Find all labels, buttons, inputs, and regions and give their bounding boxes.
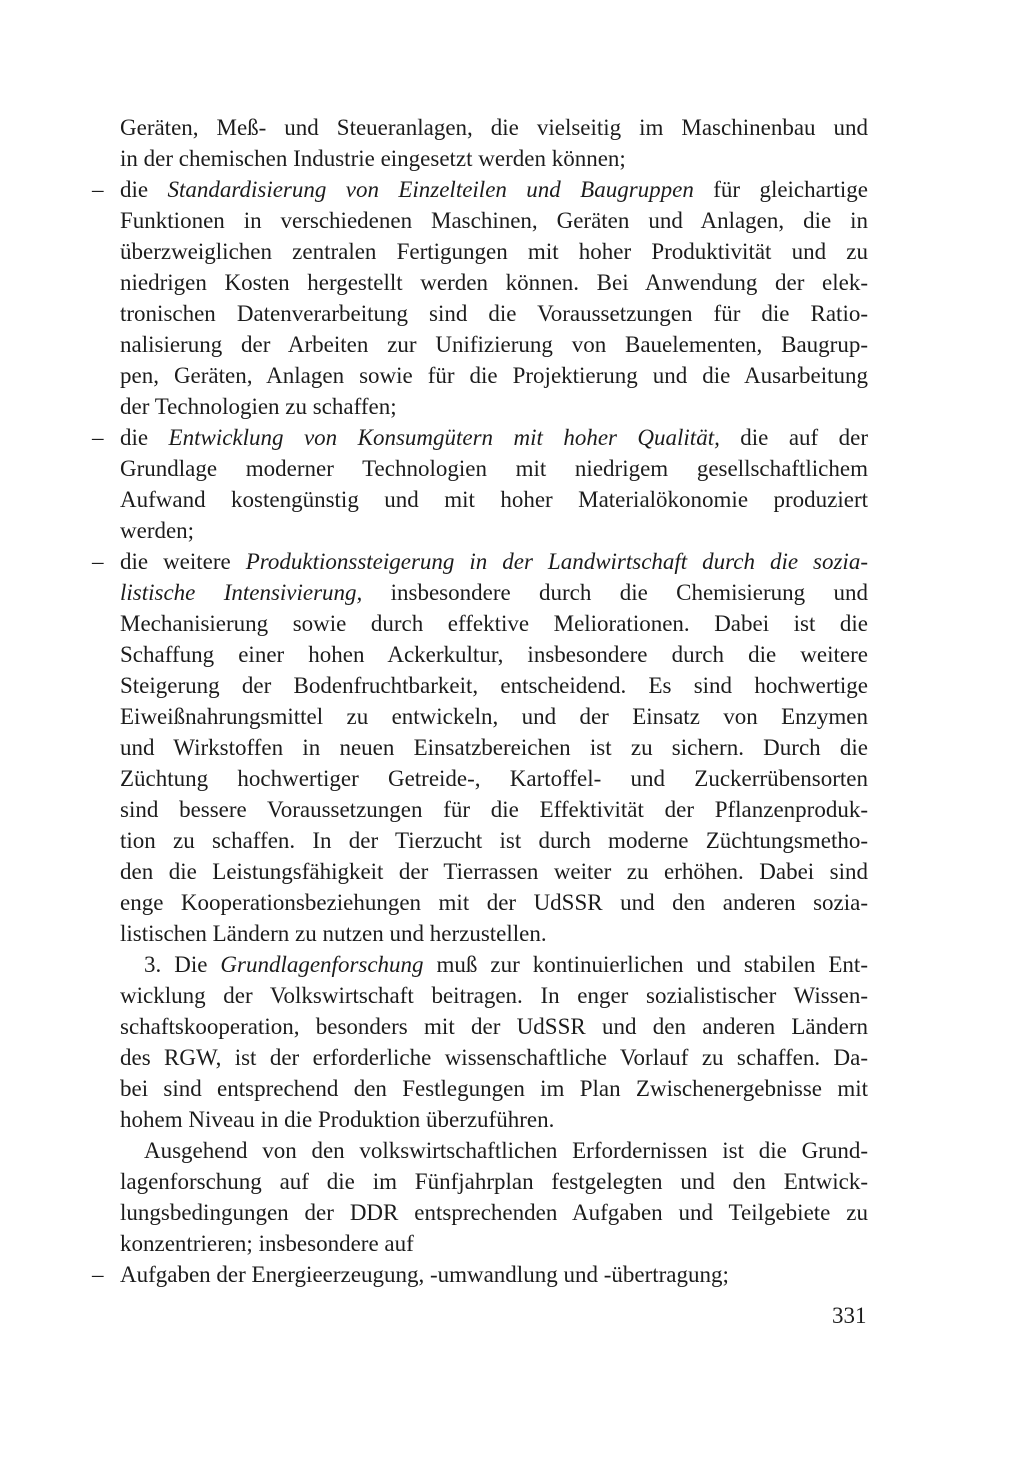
- text-segment: Mechanisierung sowie durch effektive Meliorationen. Dabei ist die: [120, 611, 868, 636]
- text-segment: insbesondere durch die Chemisierung und: [362, 580, 868, 605]
- text-line: [120, 1166, 868, 1197]
- text-line: [120, 1197, 868, 1228]
- text-segment: die: [120, 425, 169, 450]
- text-segment: 3. Die: [144, 952, 221, 977]
- text-segment: Schaffung einer hohen Ackerkultur, insbesondere durch die weitere: [120, 642, 868, 667]
- text-line: [92, 546, 868, 577]
- text-segment: schaftskooperation, besonders mit der UdSSR und den anderen Ländern: [120, 1014, 868, 1039]
- text-segment: sind bessere Voraussetzungen für die Effektivität der Pflanzenproduk-: [120, 797, 868, 822]
- text-segment: Ausgehend von den volkswirtschaftlichen Erfordernissen ist die Grund-: [144, 1138, 868, 1163]
- text-line: [120, 1011, 868, 1042]
- text-segment: in der chemischen Industrie eingesetzt werden können;: [120, 146, 626, 171]
- text-line: [120, 825, 868, 856]
- text-line: [120, 887, 868, 918]
- text-line: [120, 1104, 868, 1135]
- text-segment: der Technologien zu schaffen;: [120, 394, 397, 419]
- list-dash: –: [92, 425, 104, 450]
- text-line: [120, 701, 868, 732]
- text-line: [120, 1228, 868, 1259]
- text-segment: tion zu schaffen. In der Tierzucht ist durch moderne Züchtungsmetho-: [120, 828, 868, 853]
- text-line: [120, 763, 868, 794]
- text-segment: für gleichartige: [693, 177, 869, 202]
- text-line: [120, 1042, 868, 1073]
- text-segment: die auf der: [719, 425, 868, 450]
- text-line: [120, 856, 868, 887]
- text-segment: bei sind entsprechend den Festlegungen im Plan Zwischenergebnisse mit: [120, 1076, 868, 1101]
- text-line: [120, 360, 868, 391]
- text-segment: des RGW, ist der erforderliche wissenschaftliche Vorlauf zu schaffen. Da-: [120, 1045, 868, 1070]
- text-segment: Steigerung der Bodenfruchtbarkeit, entscheidend. Es sind hochwertige: [120, 673, 868, 698]
- text-segment: Eiweißnahrungsmittel zu entwickeln, und der Einsatz von Enzymen: [120, 704, 868, 729]
- text-line: [120, 949, 868, 980]
- list-dash: –: [92, 1262, 104, 1287]
- italic-phrase: Produktionssteigerung in der Landwirtschaft durch die sozia-: [245, 549, 868, 574]
- text-segment: die: [120, 177, 168, 202]
- text-segment: und Wirkstoffen in neuen Einsatzbereichen ist zu sichern. Durch die: [120, 735, 868, 760]
- page-number: 331: [832, 1303, 867, 1328]
- text-segment: den die Leistungsfähigkeit der Tierrassen weiter zu erhöhen. Dabei sind: [120, 859, 868, 884]
- text-segment: Aufgaben der Energieerzeugung, -umwandlung und -übertragung;: [120, 1262, 729, 1287]
- text-line: [120, 608, 868, 639]
- text-segment: konzentrieren; insbesondere auf: [120, 1231, 414, 1256]
- text-line: [120, 484, 868, 515]
- text-line: [120, 918, 868, 949]
- text-line: [120, 236, 868, 267]
- italic-phrase: Standardisierung von Einzelteilen und Baugruppen: [167, 177, 694, 202]
- text-segment: tronischen Datenverarbeitung sind die Voraussetzungen für die Ratio-: [120, 301, 868, 326]
- text-line: [120, 143, 868, 174]
- text-segment: listischen Ländern zu nutzen und herzustellen.: [120, 921, 547, 946]
- text-segment: überzweiglichen zentralen Fertigungen mit hoher Produktivität und zu: [120, 239, 868, 264]
- text-line: [120, 794, 868, 825]
- text-line: [120, 670, 868, 701]
- list-dash: –: [92, 549, 104, 574]
- text-line: [120, 515, 868, 546]
- text-segment: Züchtung hochwertiger Getreide-, Kartoffel- und Zuckerrübensorten: [120, 766, 868, 791]
- text-line: [120, 453, 868, 484]
- text-segment: wicklung der Volkswirtschaft beitragen. In enger sozialistischer Wissen-: [120, 983, 868, 1008]
- text-line: [92, 1259, 868, 1290]
- text-line: [120, 732, 868, 763]
- text-line: [92, 422, 868, 453]
- text-line: [120, 205, 868, 236]
- italic-phrase: Entwicklung von Konsumgütern mit hoher Qualität,: [168, 425, 720, 450]
- text-segment: pen, Geräten, Anlagen sowie für die Projektierung und die Ausarbeitung: [120, 363, 868, 388]
- text-segment: muß zur kontinuierlichen und stabilen Ent-: [423, 952, 868, 977]
- body-text: [92, 112, 869, 1290]
- text-line: [92, 174, 869, 205]
- text-segment: niedrigen Kosten hergestellt werden können. Bei Anwendung der elek-: [120, 270, 868, 295]
- text-line: [120, 1073, 868, 1104]
- text-line: [120, 1135, 868, 1166]
- text-segment: lagenforschung auf die im Fünfjahrplan festgelegten und den Entwick-: [120, 1169, 868, 1194]
- text-line: [120, 298, 868, 329]
- text-segment: Aufwand kostengünstig und mit hoher Materialökonomie produziert: [120, 487, 868, 512]
- text-line: [120, 267, 868, 298]
- text-segment: Funktionen in verschiedenen Maschinen, Geräten und Anlagen, die in: [120, 208, 868, 233]
- text-segment: lungsbedingungen der DDR entsprechenden Aufgaben und Teilgebiete zu: [120, 1200, 868, 1225]
- text-line: [120, 112, 868, 143]
- text-segment: enge Kooperationsbeziehungen mit der UdSSR und den anderen sozia-: [120, 890, 868, 915]
- text-line: [120, 577, 868, 608]
- text-line: [120, 391, 868, 422]
- text-segment: werden;: [120, 518, 195, 543]
- text-segment: Geräten, Meß- und Steueranlagen, die vielseitig im Maschinenbau und: [120, 115, 868, 140]
- italic-phrase: listische Intensivierung,: [120, 580, 363, 605]
- text-segment: Grundlage moderner Technologien mit niedrigem gesellschaftlichem: [120, 456, 868, 481]
- text-line: [120, 980, 868, 1011]
- text-segment: hohem Niveau in die Produktion überzuführen.: [120, 1107, 555, 1132]
- text-segment: die weitere: [120, 549, 246, 574]
- text-line: [120, 329, 868, 360]
- list-dash: –: [92, 177, 104, 202]
- text-segment: nalisierung der Arbeiten zur Unifizierung von Bauelementen, Baugrup-: [120, 332, 868, 357]
- text-line: [120, 639, 868, 670]
- italic-phrase: Grundlagenforschung: [220, 952, 424, 977]
